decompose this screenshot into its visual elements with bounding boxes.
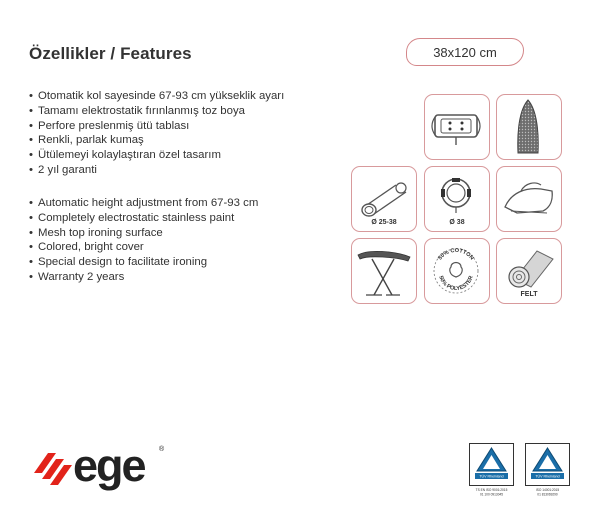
list-item: • Completely electrostatic stainless paint [29,211,258,226]
ironing-board-icon [352,239,415,302]
list-item: • Perfore preslenmiş ütü tablası [29,119,284,134]
list-item: • Ütülemeyi kolaylaştıran özel tasarım [29,148,284,163]
tile-height-adjust [424,94,490,160]
list-item: • 2 yıl garanti [29,163,284,178]
tile-felt [496,238,562,304]
tile-label: FELT [520,291,538,298]
cotton-polyester-icon [425,239,488,302]
svg-text:50% POLYESTER [437,275,474,292]
list-item: • Warranty 2 years [29,270,258,285]
list-item: • Otomatik kol sayesinde 67-93 cm yükseklik ayarı [29,89,284,104]
tile-iron-rest [496,166,562,232]
ring-bottom-text: 50% POLYESTER [437,275,475,293]
mesh-board-top-icon [497,95,560,158]
list-item: • Renkli, parlak kumaş [29,133,284,148]
cert-standard: TS EN ISO 9001:2015 [475,488,508,492]
size-badge: 38x120 cm [406,38,524,66]
list-item: • Special design to facilitate ironing [29,255,258,270]
cert-name: TÜV Rheinland [479,474,504,479]
tile-cover-fabric [424,238,490,304]
tile-mesh-board [496,94,562,160]
ring-top-text: 50% COTTON [437,247,475,262]
cert-badge-iso9001 [469,443,514,497]
svg-text:50% COTTON [437,248,474,261]
list-item: • Colored, bright cover [29,240,258,255]
tile-ironing-board [351,238,417,304]
brand-logo-text: ege [73,440,145,491]
list-item: • Tamamı elektrostatik fırınlanmış toz boya [29,104,284,119]
page-title: Özellikler / Features [29,44,192,63]
cert-standard: ISO 14001:2015 [535,488,560,492]
cert-badge-iso14001 [525,443,570,497]
tuv-cert-icon [469,443,514,497]
tile-tube-38 [424,166,490,232]
tile-label: Ø 38 [449,219,465,226]
height-adjust-mechanism-icon [425,95,488,158]
cert-number: 01 813069290 [537,492,558,497]
list-item: • Mesh top ironing surface [29,226,258,241]
features-list-tr [29,89,284,178]
tile-label: Ø 25-38 [371,219,397,226]
cert-name: TÜV Rheinland [535,474,560,479]
iron-rest-icon [497,167,560,230]
cert-number: 01 100 0913045 [479,492,504,497]
list-item: • Automatic height adjustment from 67-93 cm [29,196,258,211]
tuv-cert-icon [525,443,570,497]
registered-mark: ® [159,446,165,453]
features-list-en [29,196,258,285]
tile-tube-25-38 [351,166,417,232]
